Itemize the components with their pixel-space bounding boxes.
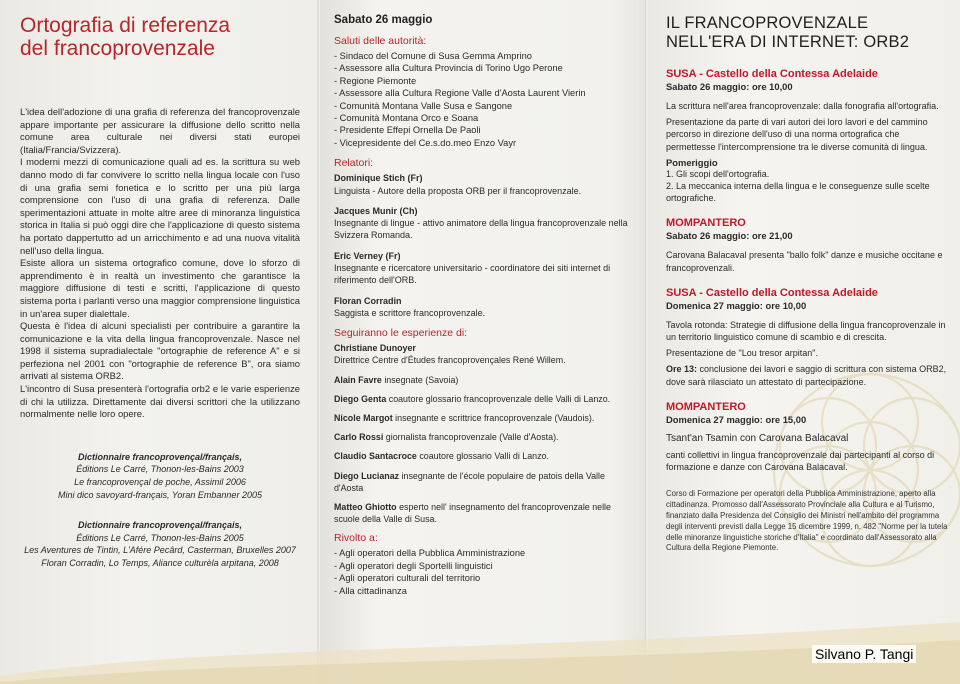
list-item: - Assessore alla Cultura Provincia di Torino Ugo Perone [334,63,563,74]
program-date: Sabato 26 maggio [334,14,433,26]
experience-desc: Direttrice Centre d'Études francoprovençales René Willem. [334,355,566,366]
experience [334,501,632,525]
experience-name: Christiane Dunoyer [334,343,416,354]
list-item: - Presidente Effepi Ornella De Paoli [334,125,481,136]
fold-line [317,0,320,684]
experience [334,412,632,424]
experiences-heading: Seguiranno le esperienze di: [334,327,468,340]
event-place: MOMPANTERO [666,400,746,413]
funding-note: Corso di Formazione per operatori della Pubblica Amministrazione, aperto alla cittadinanza. Promosso dall'Assessorato Provinciale alla Cultura e al Turismo, finanziato dalla Presidenza del Consiglio dei Ministri nell'ambito del programma degli interventi previsti dalla Legge 15 dicembre 1999, n. 482 "Norme per la tutela delle minoranze linguistiche storiche d'Italia" e coordinato dall'Assessorato alla Cultura della Regione Piemonte. [666,489,948,553]
list-item: - Comunità Montana Orco e Soana [334,113,479,124]
experience-desc: giornalista francoprovenzale (Valle d'Aosta). [385,432,559,443]
event-text-span: conclusione dei lavori e saggio di scrittura con sistema ORB2, dove sarà rilasciato un attestato di partecipazione. [666,364,947,387]
photo-credit: Silvano P. Tangi [812,645,916,663]
list-item: - Assessore alla Cultura Regione Valle d'Aosta Laurent Vierin [334,88,586,99]
event-date: Domenica 27 maggio: ore 15,00 [666,413,807,425]
list-item: - Sindaco del Comune di Susa Gemma Amprino [334,51,532,61]
event-place: MOMPANTERO [666,217,746,230]
event-text: La scrittura nell'area francoprovenzale: dalla fonografia all'ortografia. [666,101,939,111]
greetings-heading: Saluti delle autorità: [334,35,427,47]
dictionary-reference-2 [20,519,300,569]
title-line-1: IL FRANCOPROVENZALE [666,14,869,32]
speakers-heading: Relatori: [334,157,374,170]
event-date: Sabato 26 maggio: ore 10,00 [666,81,793,92]
event-hour: Ore 13: [666,364,698,375]
title-line-2: del francoprovenzale [20,37,215,60]
speaker [334,205,632,242]
title-line-2: NELL'ERA DI INTERNET: ORB2 [666,33,910,51]
experience-name: Diego Genta [334,393,387,404]
list-item: - Vicepresidente del Ce.s.do.meo Enzo Vayr [334,137,517,148]
event-text: Presentazione da parte di vari autori dei loro lavori e del cammino percorso in direzione dell'uso di una norma ortografica che permettesse l'intercomprensione tra le diverse comunità di lingua. [666,117,928,152]
experience-name: Nicole Margot [334,413,393,424]
event-date: Domenica 27 maggio: ore 10,00 [666,299,807,311]
middle-panel [318,0,646,684]
experience [334,470,632,494]
experience-desc: esperto nell' insegnamento del francoprovenzale nelle scuole della Valle di Susa. [334,502,611,525]
intro-text [20,106,300,421]
event-item: 1. Gli scopi dell'ortografia. [666,168,770,179]
speaker-name: Jacques Munir (Ch) [334,205,418,216]
event-text: canti collettivi in lingua francoprovenzale dai partecipanti al corso di formazione e danze con Carovana Balacaval. [666,450,935,473]
experience [334,342,632,366]
experience-desc: coautore glossario Valli di Lanzo. [419,451,549,462]
speaker-desc: Linguista - Autore della proposta ORB per il francoprovenzale. [334,185,582,196]
intro-paragraph: I moderni mezzi di comunicazione quali ad es. la scrittura su web danno modo di far convivere lo scritto nella lingua locale con l'uso di una grafia semi fonetica e lo scritto per una più larga comprensione con l'uso di una grafia di referenza. Dalle sperimentazioni attuate in molte altre aree di minoranza linguistica storica in Italia si può oggi dire che l'applicazione di questo sistema ha portato dappertutto ad un arricchimento e ad una nuova vitalità nell'uso della lingua. [20,156,300,256]
event-subtitle: Tsant'an Tsamin con Carovana Balacaval [666,432,849,444]
experience-name: Matteo Ghiotto [334,502,397,513]
event-date: Sabato 26 maggio: ore 21,00 [666,230,793,242]
dictionary-line: Éditions Le Carré, Thonon-les-Bains 2005 [76,532,244,543]
list-item: - Agli operatori degli Sportelli linguistici [334,560,493,571]
dictionary-reference-1 [20,451,300,501]
speaker-desc: Insegnante di lingue - attivo animatore della lingua francoprovenzale nella Svizzera Romanda. [334,218,628,241]
speaker [334,295,632,320]
orthography-title [20,14,300,60]
experience-desc: insegnante e scrittrice francoprovenzale (Vaudois). [395,413,595,424]
speaker-name: Floran Corradin [334,295,402,306]
addressed-list [334,547,632,597]
event-text: Carovana Balacaval presenta "ballo folk" danze e musiche occitane e francoprovenzali. [666,250,943,273]
intro-paragraph: Questa è l'idea di alcuni specialisti per contribuire a garantire la comunicazione e la vita della lingua francoprovenzale. Nasce nel 1998 il sistema supradialectale "ortographie de reference A" e si perfeziona nel 2001 con "ortographie de reference B", ora siamo arrivati al sistema ORB2. [20,320,300,382]
list-item: - Agli operatori della Pubblica Amministrazione [334,548,526,559]
dictionary-title: Dictionnaire francoprovençal/français, [77,520,243,531]
experience-name: Diego Lucianaz [334,470,400,481]
dictionary-line: Les Aventures de Tintin, L'Afére Pecârd, Casterman, Bruxelles 2007 [24,545,296,556]
experience [334,393,632,405]
experience [334,374,632,386]
speaker-desc: Insegnante e ricercatore universitario - coordinatore dei siti internet di riferimento dell'ORB. [334,263,611,286]
intro-paragraph: L'incontro di Susa presenterà l'ortografia orb2 e le varie esperienze di chi la utilizza. Direttamente dai diversi scrittori che la utilizzano normalmente nelle loro opere. [20,383,300,420]
event-text: Presentazione de "Lou tresor arpitan". [666,348,818,359]
event-subheading: Pomeriggio [666,156,718,168]
event-item: 2. La meccanica interna della lingua e le conseguenze sulle scelte ortografiche. [666,181,930,204]
dictionary-line: Mini dico savoyard-français, Yoran Embanner 2005 [58,489,262,500]
fold-line [645,0,648,684]
left-panel [0,0,318,684]
speaker-name: Dominique Stich (Fr) [334,173,423,184]
dictionary-line: Éditions Le Carré, Thonon-les-Bains 2003 [76,464,244,475]
speaker-name: Eric Verney (Fr) [334,250,401,261]
event-place: SUSA - Castello della Contessa Adelaide [666,68,878,80]
addressed-heading: Rivolto a: [334,532,378,545]
speaker-desc: Saggista e scrittore francoprovenzale. [334,307,486,318]
event-text [666,363,950,387]
right-panel [646,0,960,684]
intro-paragraph: L'idea dell'adozione di una grafia di referenza del francoprovenzale appare importante per assicurare la diffusione dello scritto nella comune area culturale nei diversi stati europei (Italia/Francia/Svizzera). [20,106,300,155]
list-item: - Agli operatori culturali del territorio [334,573,481,584]
greetings-list [334,50,632,149]
event-place: SUSA - Castello della Contessa Adelaide [666,286,878,299]
experience [334,450,632,462]
speaker [334,250,632,287]
list-item: - Regione Piemonte [334,75,417,86]
dictionary-line: Floran Corradin, Lo Temps, Aliance culturèla arpitana, 2008 [41,558,279,568]
experience [334,431,632,443]
experience-name: Carlo Rossi [334,432,384,443]
event-text: Tavola rotonda: Strategie di diffusione della lingua francoprovenzale in un territorio linguistico comune di scambio e di crescita. [666,319,946,343]
dictionary-title: Dictionnaire francoprovençal/français, [77,451,243,462]
intro-paragraph: Esiste allora un sistema ortografico comune, dove lo sforzo di apprendimento è in realtà un investimento che garantisce la maggiore diffusione di testi e scritti, l'applicazione di questo sistema porta i parlanti verso una maggior comprensione linguistica in un'area super dialettale. [20,257,300,319]
experience-name: Claudio Santacroce [334,451,417,462]
list-item: - Alla cittadinanza [334,585,407,596]
event-title [666,14,950,52]
experience-desc: insegnante de l'école populaire de patois della Valle d'Aosta [334,470,605,493]
experience-desc: coautore glossario francoprovenzale delle Valli di Lanzo. [388,393,611,404]
experience-name: Alain Favre [334,374,382,385]
dictionary-line: Le francoprovençal de poche, Assimil 2006 [74,477,246,488]
list-item: - Comunità Montana Valle Susa e Sangone [334,100,513,111]
title-line-1: Ortografia di referenza [20,14,231,37]
experience-desc: insegnate (Savoia) [384,374,459,385]
speaker [334,172,632,197]
